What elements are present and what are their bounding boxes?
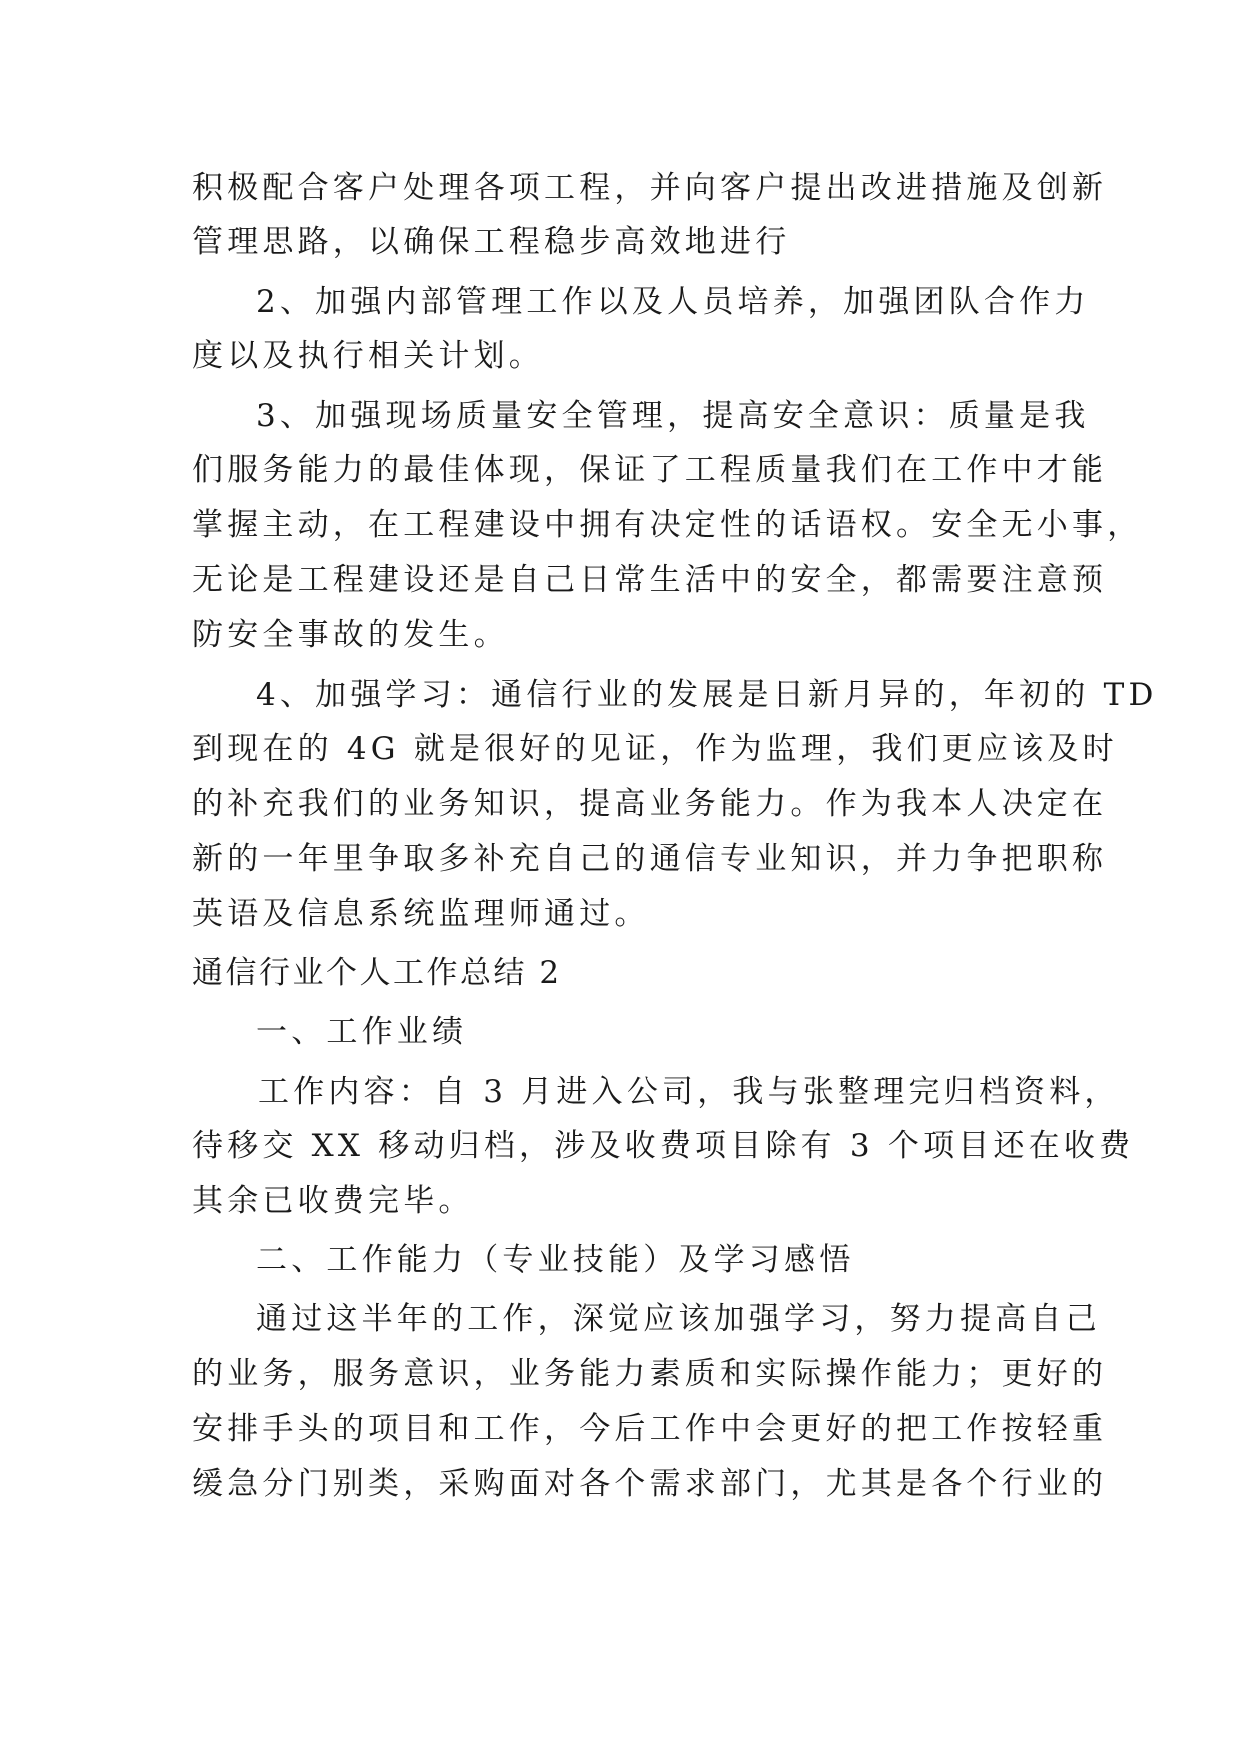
paragraph-line: 到现在的 4G 就是很好的见证，作为监理，我们更应该及时: [192, 731, 1118, 767]
paragraph-line: 安排手头的项目和工作，今后工作中会更好的把工作按轻重: [192, 1411, 1108, 1447]
paragraph-line: 其余已收费完毕。: [192, 1183, 474, 1219]
paragraph-line: 们服务能力的最佳体现，保证了工程质量我们在工作中才能: [192, 452, 1108, 488]
list-item-2: 2、加强内部管理工作以及人员培养，加强团队合作力: [256, 284, 1090, 320]
paragraph-line: 无论是工程建设还是自己日常生活中的安全，都需要注意预: [192, 562, 1108, 598]
list-item-3: 3、加强现场质量安全管理，提高安全意识：质量是我: [256, 398, 1090, 434]
paragraph-line: 待移交 XX 移动归档，涉及收费项目除有 3 个项目还在收费: [192, 1128, 1135, 1164]
paragraph-line: 积极配合客户处理各项工程，并向客户提出改进措施及创新: [192, 170, 1108, 206]
paragraph-line: 防安全事故的发生。: [192, 617, 509, 653]
section-heading-1: 一、工作业绩: [256, 1014, 468, 1050]
section-title: 通信行业个人工作总结 2: [192, 955, 562, 991]
paragraph-line: 英语及信息系统监理师通过。: [192, 896, 650, 932]
paragraph-line: 管理思路，以确保工程稳步高效地进行: [192, 224, 791, 260]
paragraph-line: 的业务，服务意识，业务能力素质和实际操作能力；更好的: [192, 1356, 1108, 1392]
paragraph-line: 的补充我们的业务知识，提高业务能力。作为我本人决定在: [192, 786, 1108, 822]
paragraph-line: 通过这半年的工作，深觉应该加强学习，努力提高自己: [256, 1301, 1101, 1337]
paragraph-line: 度以及执行相关计划。: [192, 338, 544, 374]
paragraph-line: 掌握主动，在工程建设中拥有决定性的话语权。安全无小事，: [192, 507, 1143, 543]
list-item-4: 4、加强学习：通信行业的发展是日新月异的，年初的 TD: [256, 677, 1158, 713]
section-heading-2: 二、工作能力（专业技能）及学习感悟: [256, 1242, 855, 1278]
paragraph-line: 新的一年里争取多补充自己的通信专业知识，并力争把职称: [192, 841, 1108, 877]
paragraph-line: 缓急分门别类，采购面对各个需求部门，尤其是各个行业的: [192, 1466, 1108, 1502]
paragraph-line: 工作内容：自 3 月进入公司，我与张整理完归档资料，: [258, 1074, 1120, 1110]
